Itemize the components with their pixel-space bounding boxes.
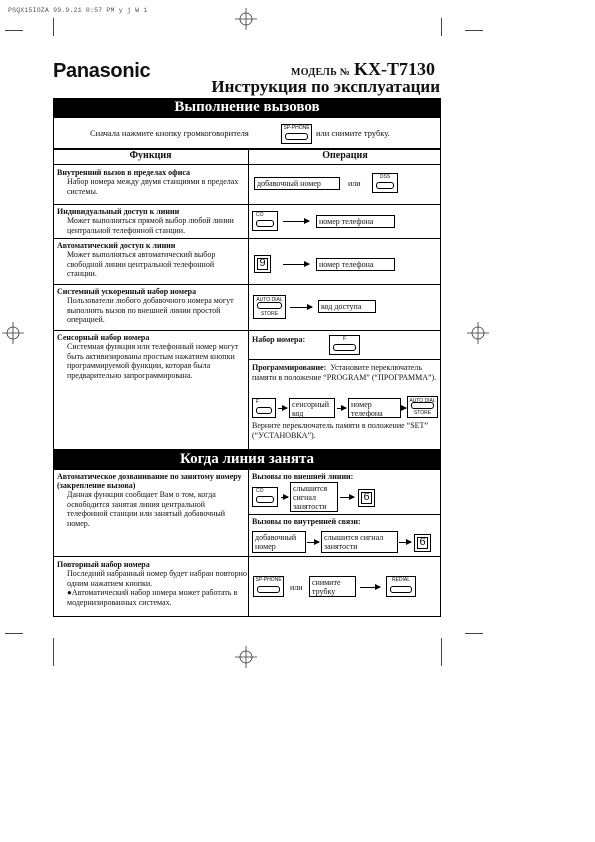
column-divider [248, 149, 249, 450]
table-row [57, 287, 245, 325]
function-text: Системная функция или телефонный номер могут быть активизированы простым нажатием кнопки программируемой функции, которая была предварительно запрограммирована. [67, 342, 239, 380]
arrow-icon [307, 542, 319, 543]
key-label: SP-PHONE [283, 125, 310, 131]
or-text: или [290, 583, 303, 592]
busy-signal-label: слышится сигнал занятости [290, 482, 338, 512]
key-label: SP-PHONE [255, 577, 282, 583]
registration-mark-icon [235, 8, 257, 30]
table-row [57, 333, 245, 380]
arrow-icon [340, 497, 354, 498]
function-title: Внутренний вызов в пределах офиса [57, 168, 190, 177]
row-divider [248, 514, 441, 515]
digit-label: 9 [259, 257, 266, 269]
key-label: CO [256, 212, 264, 218]
crop-mark-icon [5, 30, 23, 31]
digit-label: 6 [363, 491, 370, 503]
table-row [57, 207, 245, 235]
sp-phone-key-icon [281, 124, 312, 144]
key-label: CO [256, 488, 264, 494]
key-label-bottom: STORE [260, 311, 279, 317]
auto-dial-store-key-icon [253, 295, 286, 319]
key-label-top: AUTO DIAL [409, 398, 436, 404]
touch-code-label: сенсорный код [289, 398, 335, 418]
programming-text [252, 363, 438, 382]
brand-logo: Panasonic [53, 60, 151, 82]
arrow-icon [290, 307, 312, 308]
row-divider [53, 204, 441, 205]
table-row [57, 472, 245, 528]
digit-6-key-icon [358, 489, 375, 507]
function-text: Пользователи любого добавочного номера могут выполнять вызов по внешней линии простой операцией. [67, 296, 234, 324]
function-text: Набор номера между двумя станциями в пределах системы. [67, 177, 239, 196]
row-divider [53, 238, 441, 239]
crop-mark-icon [5, 633, 23, 634]
table-row [57, 168, 245, 196]
function-text: Может выполняться прямой выбор любой линии центральной телефонной станции. [67, 216, 234, 235]
programming-instruction: Установите переключатель памяти в положение “PROGRAM” (“ПРОГРАММА”). [252, 363, 437, 382]
f-key-icon [252, 398, 276, 418]
or-text: или [348, 179, 361, 188]
function-bullet: ●Автоматический набор номера может работать в модернизированных системах. [67, 588, 238, 607]
table-row [57, 241, 245, 279]
document-title: Инструкция по эксплуатации [211, 77, 440, 96]
intro-text-after: или снимите трубку. [316, 128, 390, 138]
programming-title: Программирование: [252, 363, 327, 372]
table-row [57, 560, 247, 607]
crop-mark-icon [53, 638, 54, 666]
dialing-label: Набор номера: [252, 335, 306, 344]
arrow-icon [399, 542, 411, 543]
row-divider [248, 359, 441, 360]
co-key-icon [252, 487, 278, 507]
crop-mark-icon [441, 18, 442, 36]
model-number: KX-T7130 [354, 59, 435, 79]
arrow-icon [360, 587, 380, 588]
registration-mark-icon [467, 322, 489, 344]
arrow-icon [337, 408, 346, 409]
phone-number-label: номер телефона [316, 215, 395, 228]
external-calls-title: Вызовы по внешней линии: [252, 472, 354, 481]
function-title: Автоматический доступ к линии [57, 241, 176, 250]
f-key-icon [329, 335, 360, 355]
function-title: Сенсорный набор номера [57, 333, 150, 342]
redial-key-icon [386, 576, 416, 597]
key-label: DSS [379, 174, 391, 180]
section-title-making-calls: Выполнение вызовов [53, 98, 441, 117]
registration-mark-icon [2, 322, 24, 344]
dss-key-icon [372, 173, 398, 193]
row-divider [53, 284, 441, 285]
row-divider [53, 164, 441, 165]
crop-mark-icon [465, 633, 483, 634]
access-code-label: код доступа [318, 300, 376, 313]
arrow-icon [402, 408, 406, 409]
function-text: Данная функция сообщает Вам о том, когда освободится занятая линия центральной телефонной станции или занятый добавочный номер. [67, 490, 226, 528]
section-title-line-busy: Когда линия занята [53, 450, 441, 469]
function-title: Индивидуальный доступ к линии [57, 207, 180, 216]
key-label: F [256, 399, 260, 405]
row-divider [53, 556, 441, 557]
auto-dial-store-key-icon [407, 396, 438, 418]
crop-mark-icon [441, 638, 442, 666]
function-title: Автоматическое дозванивание по занятому номеру (закрепление вызова) [57, 472, 242, 490]
registration-mark-icon [235, 646, 257, 668]
crop-mark-icon [53, 18, 54, 36]
function-title: Системный ускоренный набор номера [57, 287, 197, 296]
sp-phone-key-icon [253, 576, 284, 597]
function-text: Последний набранный номер будет набран повторно одним нажатием кнопки. [67, 569, 247, 588]
column-divider [248, 469, 249, 617]
column-header-operation: Операция [322, 150, 368, 161]
row-divider [53, 330, 441, 331]
pick-up-handset-label: снимите трубку [309, 576, 356, 597]
return-switch-text: Верните переключатель памяти в положение “SET” (“УСТАНОВКА”). [252, 421, 428, 440]
key-label-bottom: STORE [413, 410, 432, 416]
key-label: REDIAL [391, 577, 411, 583]
arrow-icon [281, 497, 288, 498]
function-title: Повторный набор номера [57, 560, 150, 569]
model-label: МОДЕЛЬ № [291, 67, 351, 78]
phone-number-label: номер телефона [316, 258, 395, 271]
digit-9-key-icon [254, 255, 271, 273]
arrow-icon [283, 221, 309, 222]
busy-signal-label: слышится сигнал занятости [321, 531, 398, 553]
co-key-icon [252, 211, 278, 231]
key-label-top: AUTO DIAL [256, 297, 283, 303]
key-label: F [342, 336, 347, 342]
extension-number-label: добавочный номер [254, 177, 340, 190]
digit-6-key-icon [414, 534, 431, 552]
print-header: PSQX15IOZA 99.9.21 0:57 PM у j W 1 [8, 7, 148, 14]
digit-label: 6 [419, 536, 426, 548]
crop-mark-icon [465, 30, 483, 31]
internal-calls-title: Вызовы по внутренней связи: [252, 517, 361, 526]
intro-text-before: Сначала нажмите кнопку громкоговорителя [90, 128, 249, 138]
arrow-icon [283, 264, 309, 265]
extension-number-label: добавочный номер [252, 531, 306, 553]
function-text: Может выполняться автоматический выбор свободной линии центральной телефонной станции. [67, 250, 216, 278]
arrow-icon [278, 408, 287, 409]
phone-number-label: номер телефона [348, 398, 401, 418]
column-header-function: Функция [129, 150, 172, 161]
